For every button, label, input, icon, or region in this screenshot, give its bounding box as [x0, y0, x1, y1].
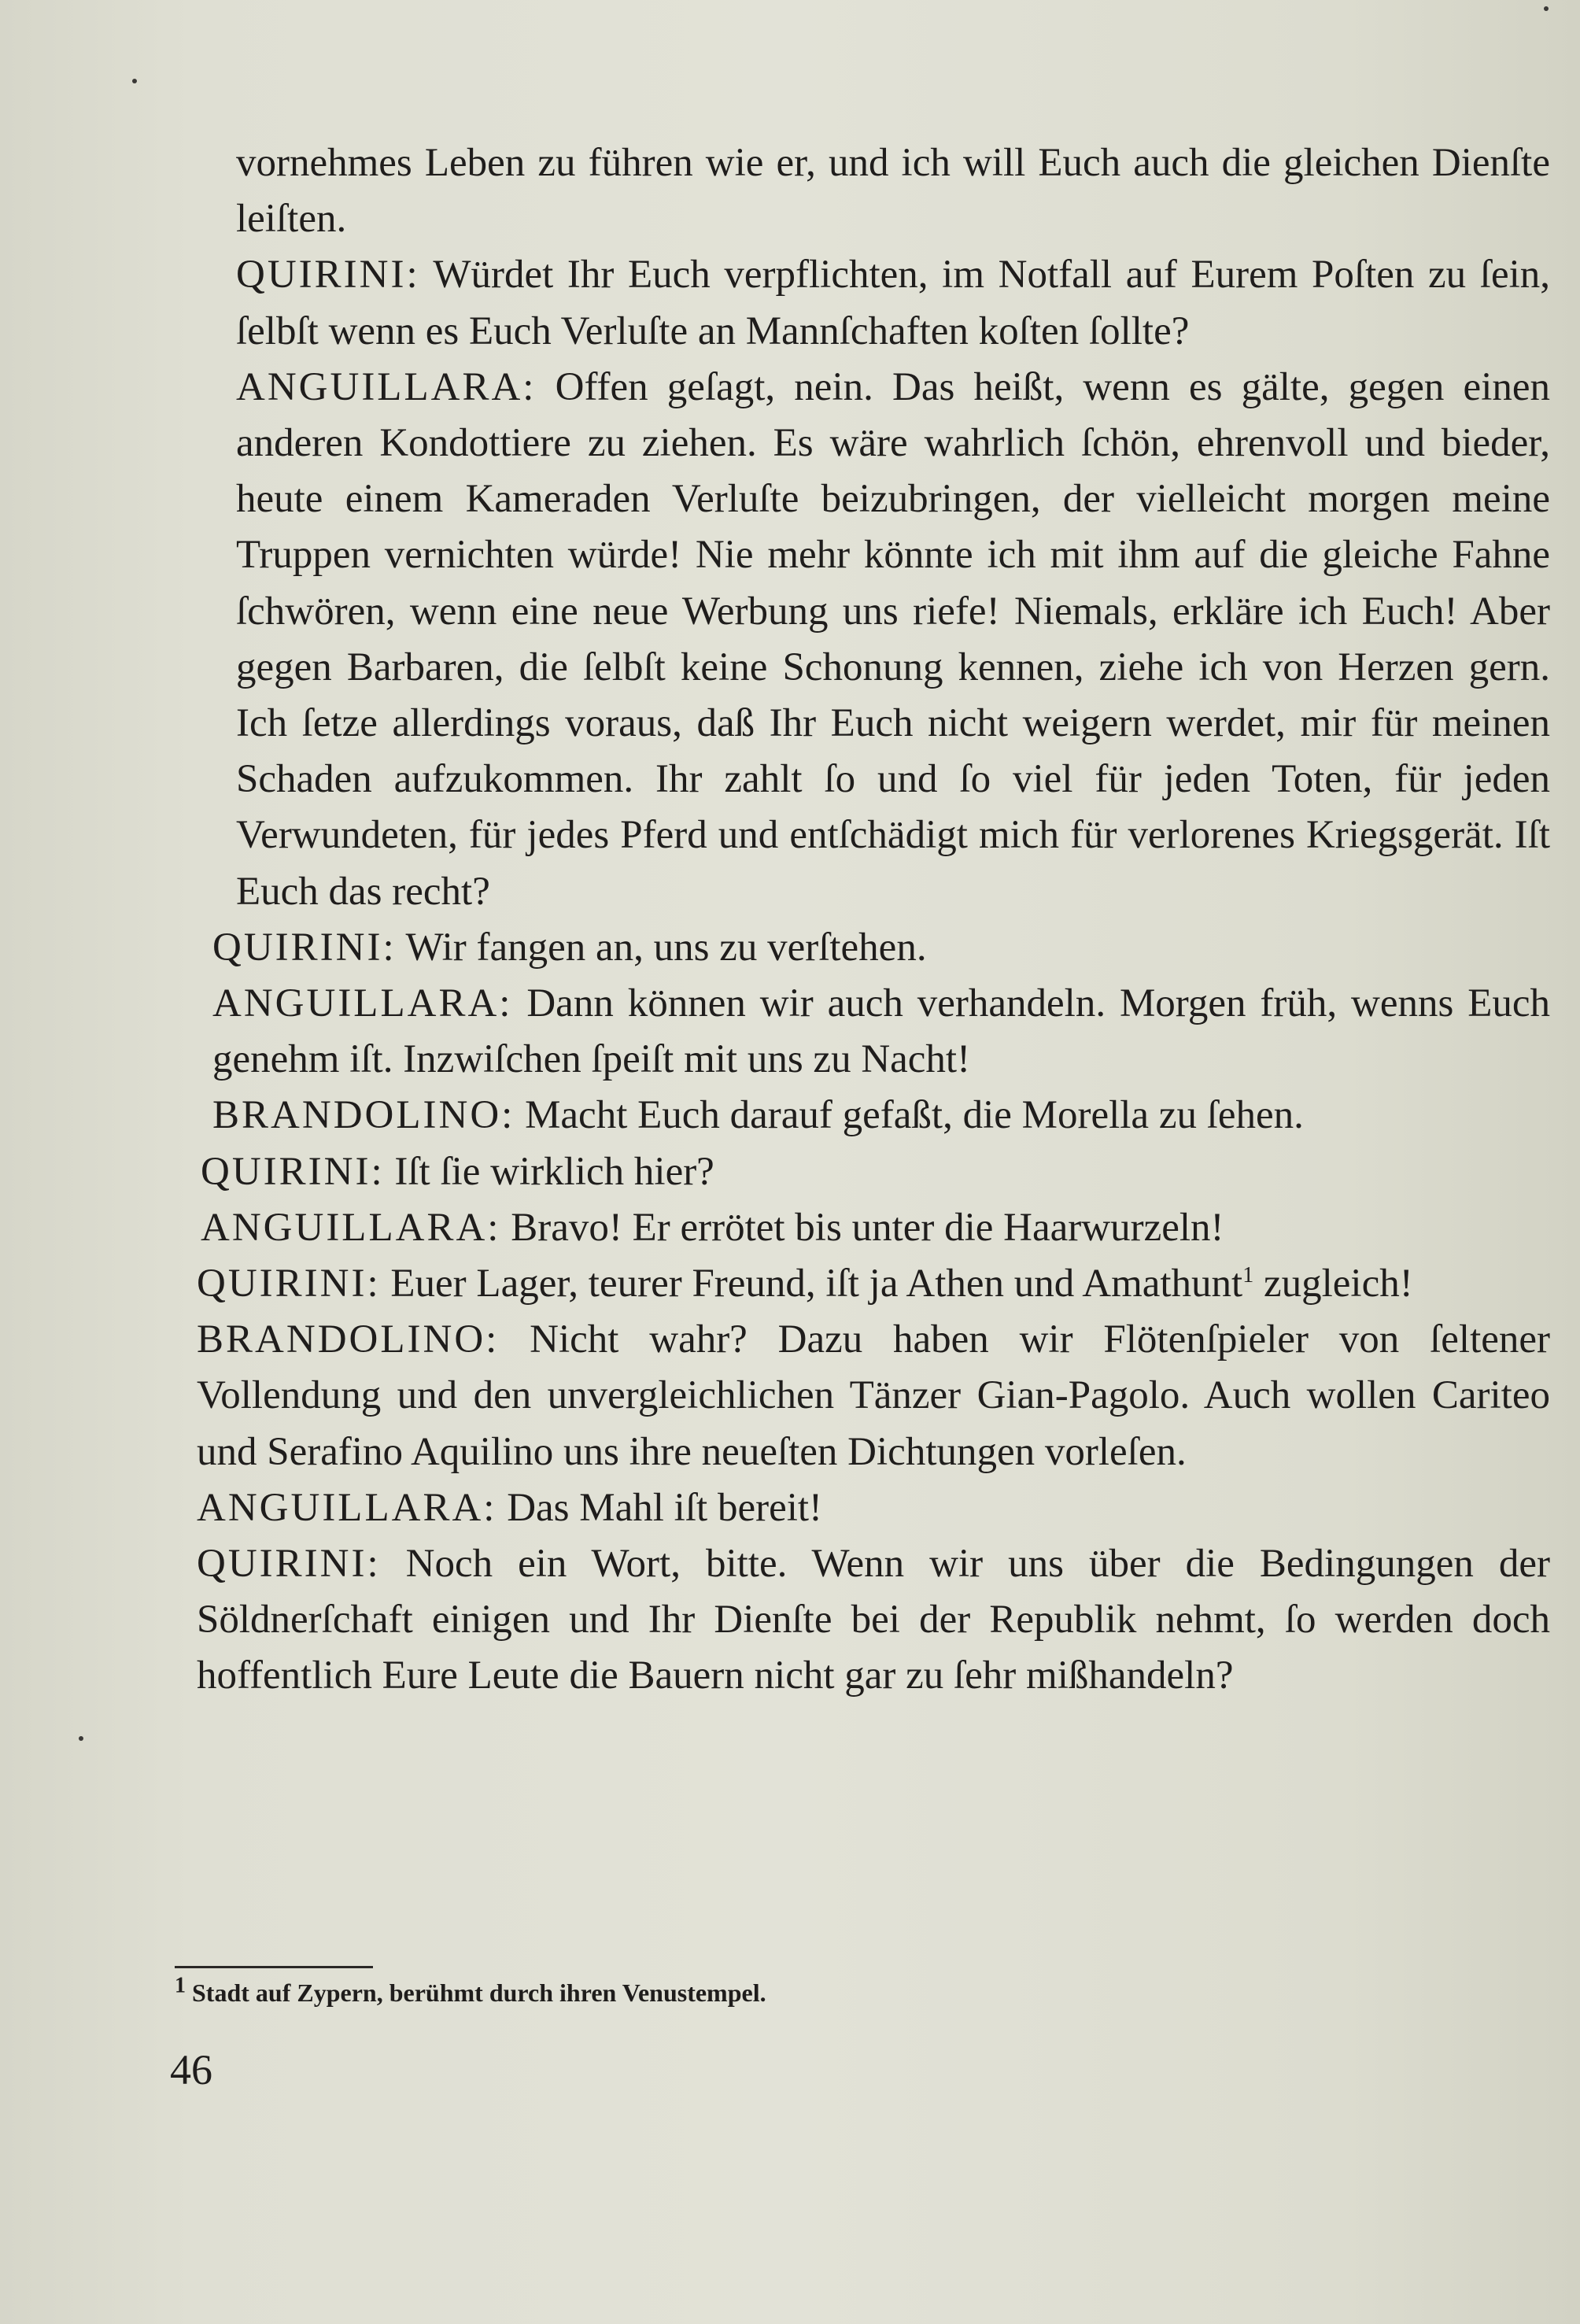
speaker-name: ANGUILLARA:	[212, 981, 513, 1026]
paragraph-text: Wir fangen an, uns zu verſtehen.	[396, 925, 927, 970]
footnote-reference[interactable]: 1	[1242, 1263, 1254, 1288]
footnote-text: Stadt auf Zypern, berühmt durch ihren Venustempel.	[192, 1979, 766, 2007]
paragraph	[197, 1480, 1550, 1536]
paragraph-text: Euer Lager, teurer Freund, iſt ja Athen und Amathunt	[380, 1262, 1243, 1306]
body-text	[197, 135, 1550, 1705]
paper-speck	[132, 79, 137, 83]
paragraph-text: Offen geſagt, nein. Das heißt, wenn es gälte, gegen einen anderen Kondottiere zu ziehen. Es wäre wahrlich ſchön, ehrenvoll und bieder, heute einem Kameraden Verluſte beizubringen, der vielleicht morgen meine Truppen vernichten würde! Nie mehr könnte ich mit ihm auf die gleiche Fahne ſchwören, wenn eine neue Werbung uns riefe! Niemals, erkläre ich Euch! Aber gegen Barbaren, die ſelbſt keine Schonung kennen, ziehe ich von Herzen gern. Ich ſetze allerdings voraus, daß Ihr Euch nicht weigern werdet, mir für meinen Schaden aufzukommen. Ihr zahlt ſo und ſo viel für jeden Toten, für jeden Verwundeten, für jedes Pferd und entſchädigt mich für verlorenes Kriegsgerät. Iſt Euch das recht?	[236, 364, 1550, 914]
speaker-name: QUIRINI:	[197, 1262, 381, 1306]
speaker-name: QUIRINI:	[197, 1542, 381, 1587]
speaker-name: ANGUILLARA:	[236, 364, 537, 409]
paragraph-text: Noch ein Wort, bitte. Wenn wir uns über die Bedingungen der Söldnerſchaft einigen und Ihr Dienſte bei der Republik nehmt, ſo werden doch hoffentlich Eure Leute die Bauern nicht gar zu ſehr mißhandeln?	[197, 1542, 1550, 1698]
paragraph	[197, 1144, 1550, 1200]
speaker-name: ANGUILLARA:	[197, 1485, 497, 1530]
paragraph	[197, 360, 1550, 920]
paragraph	[197, 1200, 1550, 1256]
footnote-marker: 1	[175, 1973, 186, 1998]
paragraph-text: Würdet Ihr Euch verpflichten, im Notfall auf Eurem Poſten zu ſein, ſelbſt wenn es Euch Verluſte an Mannſchaften koſten ſollte?	[236, 253, 1550, 353]
paragraph	[197, 976, 1550, 1088]
footnote-divider	[175, 1966, 373, 1968]
speaker-name: QUIRINI:	[212, 925, 397, 970]
paragraph-text: Macht Euch darauf gefaßt, die Morella zu ſehen.	[515, 1093, 1304, 1138]
paper-speck	[79, 1736, 83, 1741]
paragraph	[197, 1088, 1550, 1144]
paragraph	[197, 135, 1550, 247]
paragraph	[197, 247, 1550, 359]
paragraph-text: Bravo! Er errötet bis unter die Haarwurzeln!	[500, 1205, 1224, 1250]
paragraph-text: Dann können wir auch verhandeln. Morgen früh, wenns Euch genehm iſt. Inzwiſchen ſpeiſt mit uns zu Nacht!	[212, 981, 1550, 1082]
speaker-name: BRANDOLINO:	[197, 1317, 500, 1362]
paragraph-text: Das Mahl iſt bereit!	[497, 1485, 823, 1530]
paragraph	[197, 1312, 1550, 1480]
paragraph-text: Iſt ſie wirklich hier?	[384, 1149, 714, 1194]
page-number: 46	[170, 2046, 212, 2093]
paragraph	[197, 920, 1550, 976]
paragraph	[197, 1256, 1550, 1312]
paper-speck	[1544, 6, 1549, 11]
footnote	[175, 1973, 766, 2008]
speaker-name: QUIRINI:	[236, 253, 420, 297]
speaker-name: ANGUILLARA:	[201, 1205, 501, 1250]
paragraph-text: vornehmes Leben zu führen wie er, und ich will Euch auch die gleichen Dienſte leiſten.	[236, 141, 1550, 242]
paragraph-text: Nicht wahr? Dazu haben wir Flötenſpieler von ſeltener Vollendung und den unvergleichlichen Tänzer Gian-Pagolo. Auch wollen Cariteo und Serafino Aquilino uns ihre neueſten Dichtungen vorleſen.	[197, 1317, 1550, 1474]
paragraph	[197, 1536, 1550, 1705]
speaker-name: BRANDOLINO:	[212, 1093, 515, 1138]
paragraph-text: zugleich!	[1253, 1262, 1413, 1306]
speaker-name: QUIRINI:	[201, 1149, 385, 1194]
